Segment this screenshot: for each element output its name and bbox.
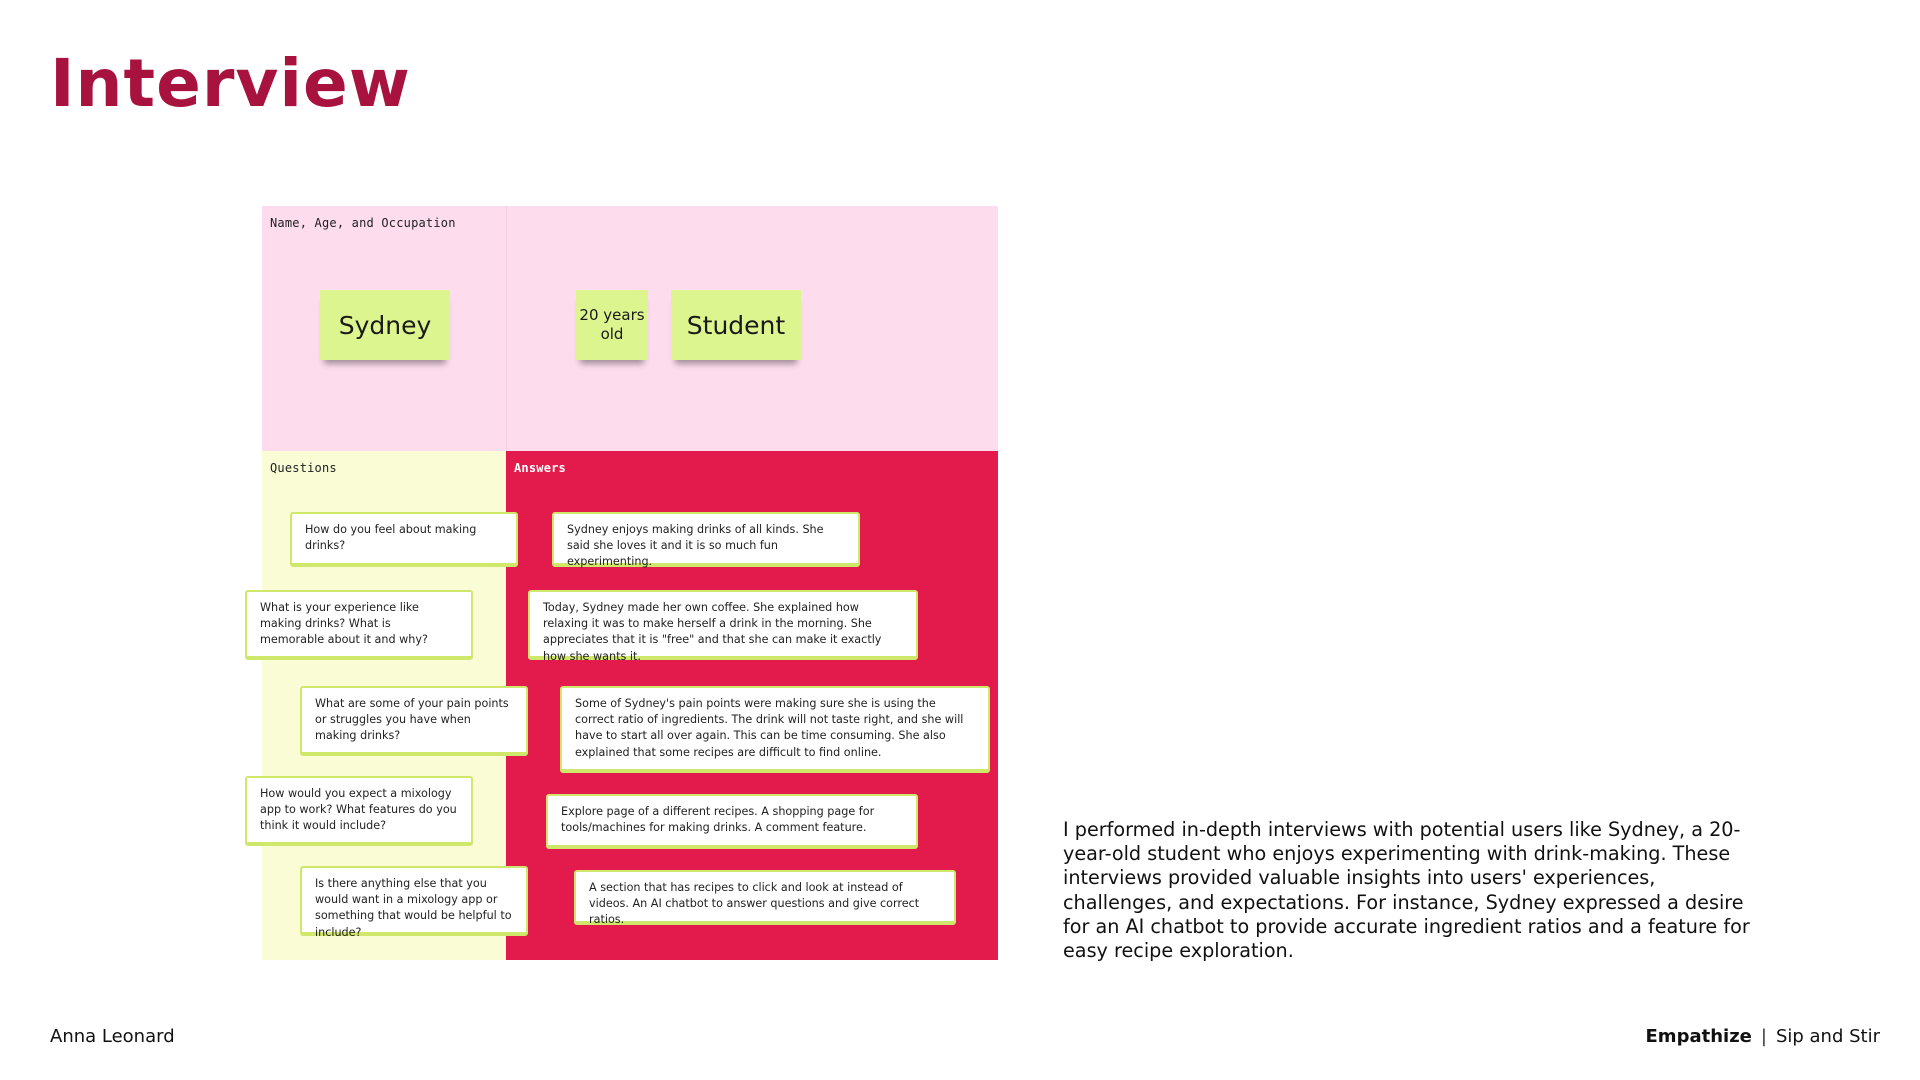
question-card-2: What is your experience like making drinks? What is memorable about it and why? [245,590,473,660]
answer-card-5: A section that has recipes to click and look at instead of videos. An AI chatbot to answer questions and give correct ratios. [574,870,956,925]
answer-card-1: Sydney enjoys making drinks of all kinds. She said she loves it and it is so much fun experimenting. [552,512,860,567]
interview-board [262,206,998,960]
question-card-5: Is there anything else that you would want in a mixology app or something that would be helpful to include? [300,866,528,936]
footer-separator: | [1760,1026,1767,1047]
profile-label: Name, Age, and Occupation [270,216,456,230]
interview-summary: I performed in-depth interviews with potential users like Sydney, a 20-year-old student who enjoys experimenting with drink-making. These interviews provided valuable insights into users' experiences, challenges, and expectations. For instance, Sydney expressed a desire for an AI chatbot to provide accurate ingredient ratios and a feature for easy recipe exploration. [1063,818,1750,962]
question-card-1: How do you feel about making drinks? [290,512,518,567]
question-card-3: What are some of your pain points or struggles you have when making drinks? [300,686,528,756]
name-sticky: Sydney [320,290,450,360]
answer-card-2: Today, Sydney made her own coffee. She explained how relaxing it was to make herself a drink in the morning. She appreciates that it is "free" and that she can make it exactly how she wants it. [528,590,918,660]
project-name: Sip and Stir [1775,1026,1880,1047]
answer-card-4: Explore page of a different recipes. A shopping page for tools/machines for making drinks. A comment feature. [546,794,918,849]
questions-label: Questions [270,461,337,475]
age-sticky: 20 years old [576,290,648,360]
answers-label: Answers [514,461,566,475]
footer-breadcrumb [1646,1026,1880,1047]
question-card-4: How would you expect a mixology app to work? What features do you think it would include? [245,776,473,846]
phase-label: Empathize [1645,1026,1752,1047]
answer-card-3: Some of Sydney's pain points were making sure she is using the correct ratio of ingredients. The drink will not taste right, and she will have to start all over again. This can be time consuming. She also explained that some recipes are difficult to find online. [560,686,990,773]
occupation-sticky: Student [671,290,801,360]
profile-divider [506,206,507,451]
page-title: Interview [50,45,411,122]
author-name: Anna Leonard [50,1026,175,1047]
